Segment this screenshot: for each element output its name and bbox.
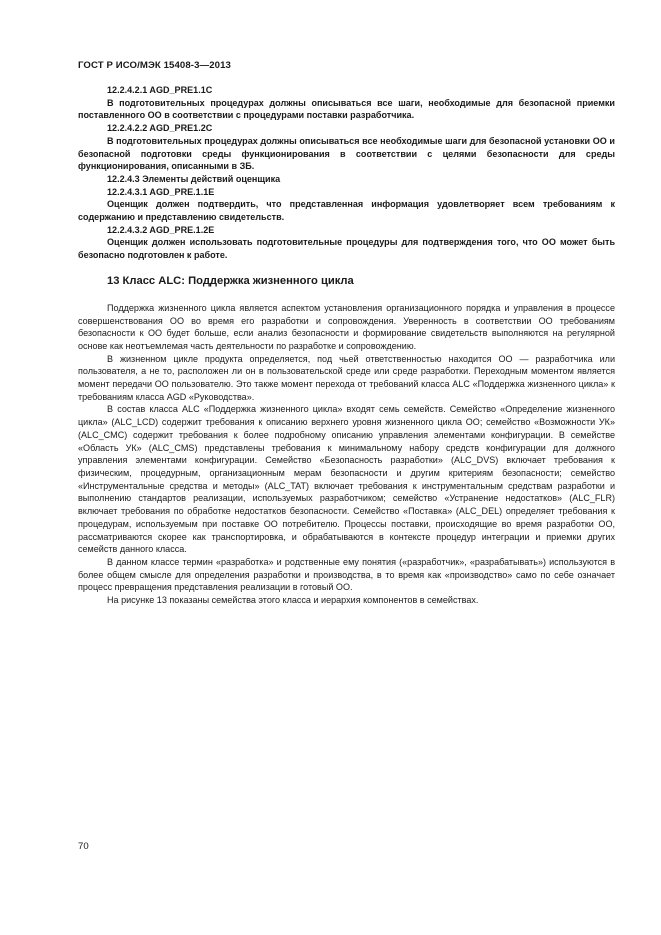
section-paragraph: На рисунке 13 показаны семейства этого класса и иерархия компонентов в семействах.: [107, 595, 479, 606]
section-paragraph: В жизненном цикле продукта определяется, под чьей ответственностью находится ОО — разработчика или пользователя, а не то, расположен ли он в пользовательской среде или среде разработки. Переходным моментом является момент передачи ОО пользователю. Это также момент перехода от требований класса ALC «Поддержка жизненного цикла» к требованиям класса AGD «Руководства».: [78, 353, 615, 402]
page-header: ГОСТ Р ИСО/МЭК 15408-3—2013: [78, 60, 231, 71]
section-paragraph: Поддержка жизненного цикла является аспектом установления организационного порядка и управления в процессе совершенствования ОО во время его разработки и сопровождения. Уверенность в соответствии ОО требованиям безопасности к ОО будет больше, если анализ безопасности и формирование свидетельств выполняются на регулярной основе как неотъемлемая часть деятельности по разработке и сопровождению.: [78, 302, 615, 351]
clause-text: Оценщик должен использовать подготовительные процедуры для подтверждения того, что ОО может быть безопасно подготовлен к работе.: [78, 237, 615, 261]
clause-text: В подготовительных процедурах должны описываться все необходимые шаги для безопасной установки ОО и безопасной подготовки среды функционирования в соответствии с целями безопасности для среды функционирования, описанными в ЗБ.: [78, 135, 615, 172]
clause-heading: 12.2.4.3.2 AGD_PRE.1.2E: [107, 224, 215, 235]
clause-heading: 12.2.4.2.2 AGD_PRE1.2C: [107, 123, 213, 134]
document-body: [78, 84, 615, 607]
clause-text: В подготовительных процедурах должны описываться все шаги, необходимые для безопасной приемки поставленного ОО в соответствии с процедурами поставки разработчика.: [78, 97, 615, 121]
clause-heading: 12.2.4.2.1 AGD_PRE1.1C: [107, 85, 213, 95]
page-number: 70: [78, 841, 89, 852]
section-title: 13 Класс ALC: Поддержка жизненного цикла: [107, 274, 354, 287]
clause-text: Оценщик должен подтвердить, что представленная информация удовлетворяет всем требованиям к содержанию и представлению свидетельств.: [78, 199, 615, 223]
section-paragraph: В данном классе термин «разработка» и родственные ему понятия («разработчик», «разрабатывать») используются в более общем смысле для определения разработки и производства, в то время как «производство» само по себе означает процесс превращения представления реализации в готовый ОО.: [78, 556, 615, 593]
clause-heading: 12.2.4.3.1 AGD_PRE.1.1E: [107, 186, 215, 197]
section-paragraph: В состав класса ALC «Поддержка жизненного цикла» входят семь семейств. Семейство «Определение жизненного цикла» (ALC_LCD) содержит требования к описанию верхнего уровня жизненного цикла ОО; семейство «Возможности УК» (ALC_CMC) содержит требования к более подробному описанию управления элементами конфигурации. В семействе «Область УК» (ALC_CMS) представлены требования к минимальному набору средств конфигурации для должного управления элементами конфигурации. Семейство «Безопасность разработки» (ALC_DVS) включает требования к физическим, процедурным, организационным мерам безопасности и другим критериям безопасности; семейство «Инструментальные средства и методы» (ALC_TAT) включает требования к инструментальным средствам разработки и выполнению стандартов реализации, используемых разработчиком; семейство «Устранение недостатков» (ALC_FLR) включает требования по обработке недостатков безопасности. Семейство «Поставка» (ALC_DEL) определяет требования к процедурам, используемым при поставке ОО потребителю. Процессы поставки, происходящие во время разработки ОО, рассматриваются скорее как транспортировка, и обрабатываются в контексте процедур интеграции и приемки других семейств данного класса.: [78, 404, 615, 555]
clause-heading: 12.2.4.3 Элементы действий оценщика: [107, 173, 281, 184]
